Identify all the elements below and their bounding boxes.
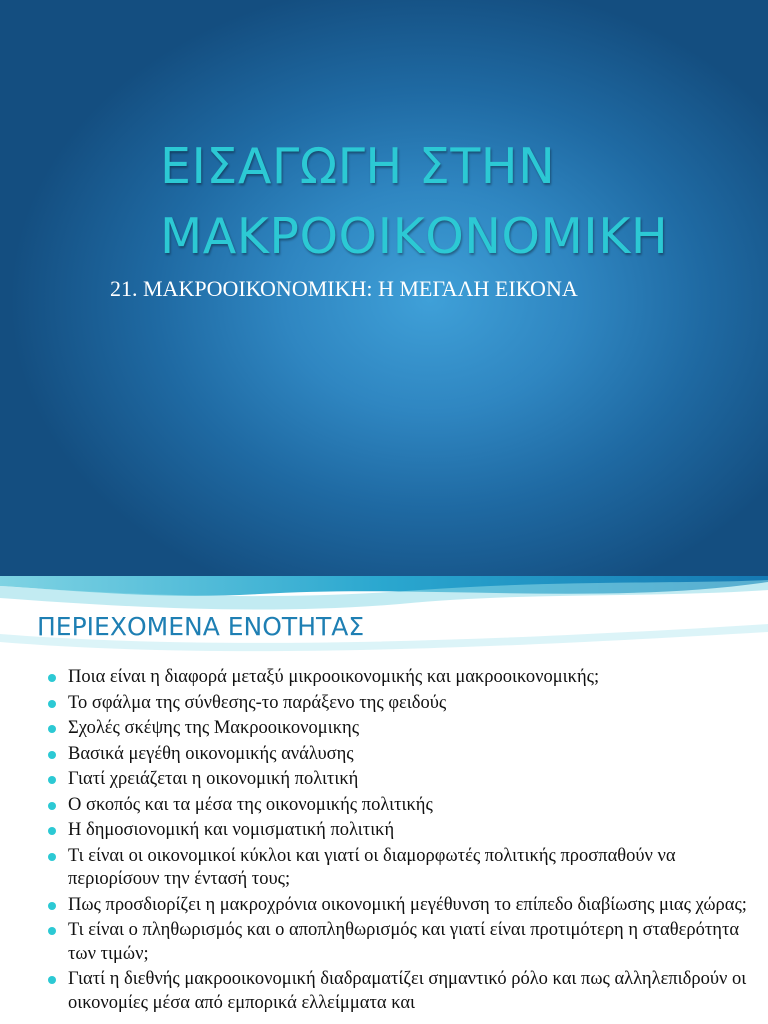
list-item [50,919,750,966]
list-item [50,968,750,1015]
list-item-text: Σχολές σκέψης της Μακροοικονομικης [68,718,360,738]
list-item-text: Τι είναι οι οικονομικοί κύκλοι και γιατί οι διαμορφωτές πολιτικής προσπαθούν να περιορίσουν την έντασή τους; [68,845,676,889]
slide-title [160,132,720,272]
bullet-icon [48,927,56,935]
list-item-text: Βασικά μεγέθη οικονομικής ανάλυσης [68,743,354,764]
bullet-icon [48,802,56,810]
list-item-text: Το σφάλμα της σύνθεσης-το παράξενο της φειδούς [68,692,447,713]
list-item [50,819,750,843]
list-item-text: Πως προσδιορίζει η μακροχρόνια οικονομική μεγέθυνση το επίπεδο διαβίωσης μιας χώρας; [68,894,747,915]
list-item-text: Γιατί χρειάζεται η οικονομική πολιτική [68,769,359,789]
list-item-text: Ο σκοπός και τα μέσα της οικονομικής πολιτικής [68,794,433,815]
list-item [50,794,750,818]
bullet-icon [48,751,56,759]
list-item-text: Τι είναι ο πληθωρισμός και ο αποπληθωρισμός και γιατί είναι προτιμότερη η σταθερότητα των τιμών; [68,920,740,964]
list-item [50,717,750,741]
list-item [50,768,750,792]
list-item [50,743,750,767]
list-item [50,692,750,716]
list-item-text: Ποια είναι η διαφορά μεταξύ μικροοικονομικής και μακροοικονομικής; [68,667,600,687]
contents-slide [0,576,768,1024]
bullet-icon [48,853,56,861]
contents-list [50,666,750,1017]
bullet-icon [48,725,56,733]
bullet-icon [48,700,56,708]
list-item-text: Η δημοσιονομική και νομισματική πολιτική [68,820,395,840]
title-line-1: ΕΙΣΑΓΩΓΗ ΣΤΗΝ [160,138,556,195]
bullet-icon [48,976,56,984]
bullet-icon [48,827,56,835]
list-item [50,666,750,690]
section-heading: ΠΕΡΙΕΧΟΜΕΝΑ ΕΝΟΤΗΤΑΣ [37,612,365,641]
bullet-icon [48,674,56,682]
bullet-icon [48,776,56,784]
title-line-2: ΜΑΚΡΟΟΙΚΟΝΟΜΙΚΗ [160,208,669,265]
slide-subtitle: 21. ΜΑΚΡΟΟΙΚΟΝΟΜΙΚΗ: Η ΜΕΓΑΛΗ ΕΙΚΟΝΑ [110,276,578,301]
bullet-icon [48,902,56,910]
list-item [50,894,750,918]
list-item-text: Γιατί η διεθνής μακροοικονομική διαδραματίζει σημαντικό ρόλο και πως αλληλεπιδρούν οι οικονομίες μέσα από εμπορικά ελλείμματα και [68,969,747,1013]
list-item [50,845,750,892]
